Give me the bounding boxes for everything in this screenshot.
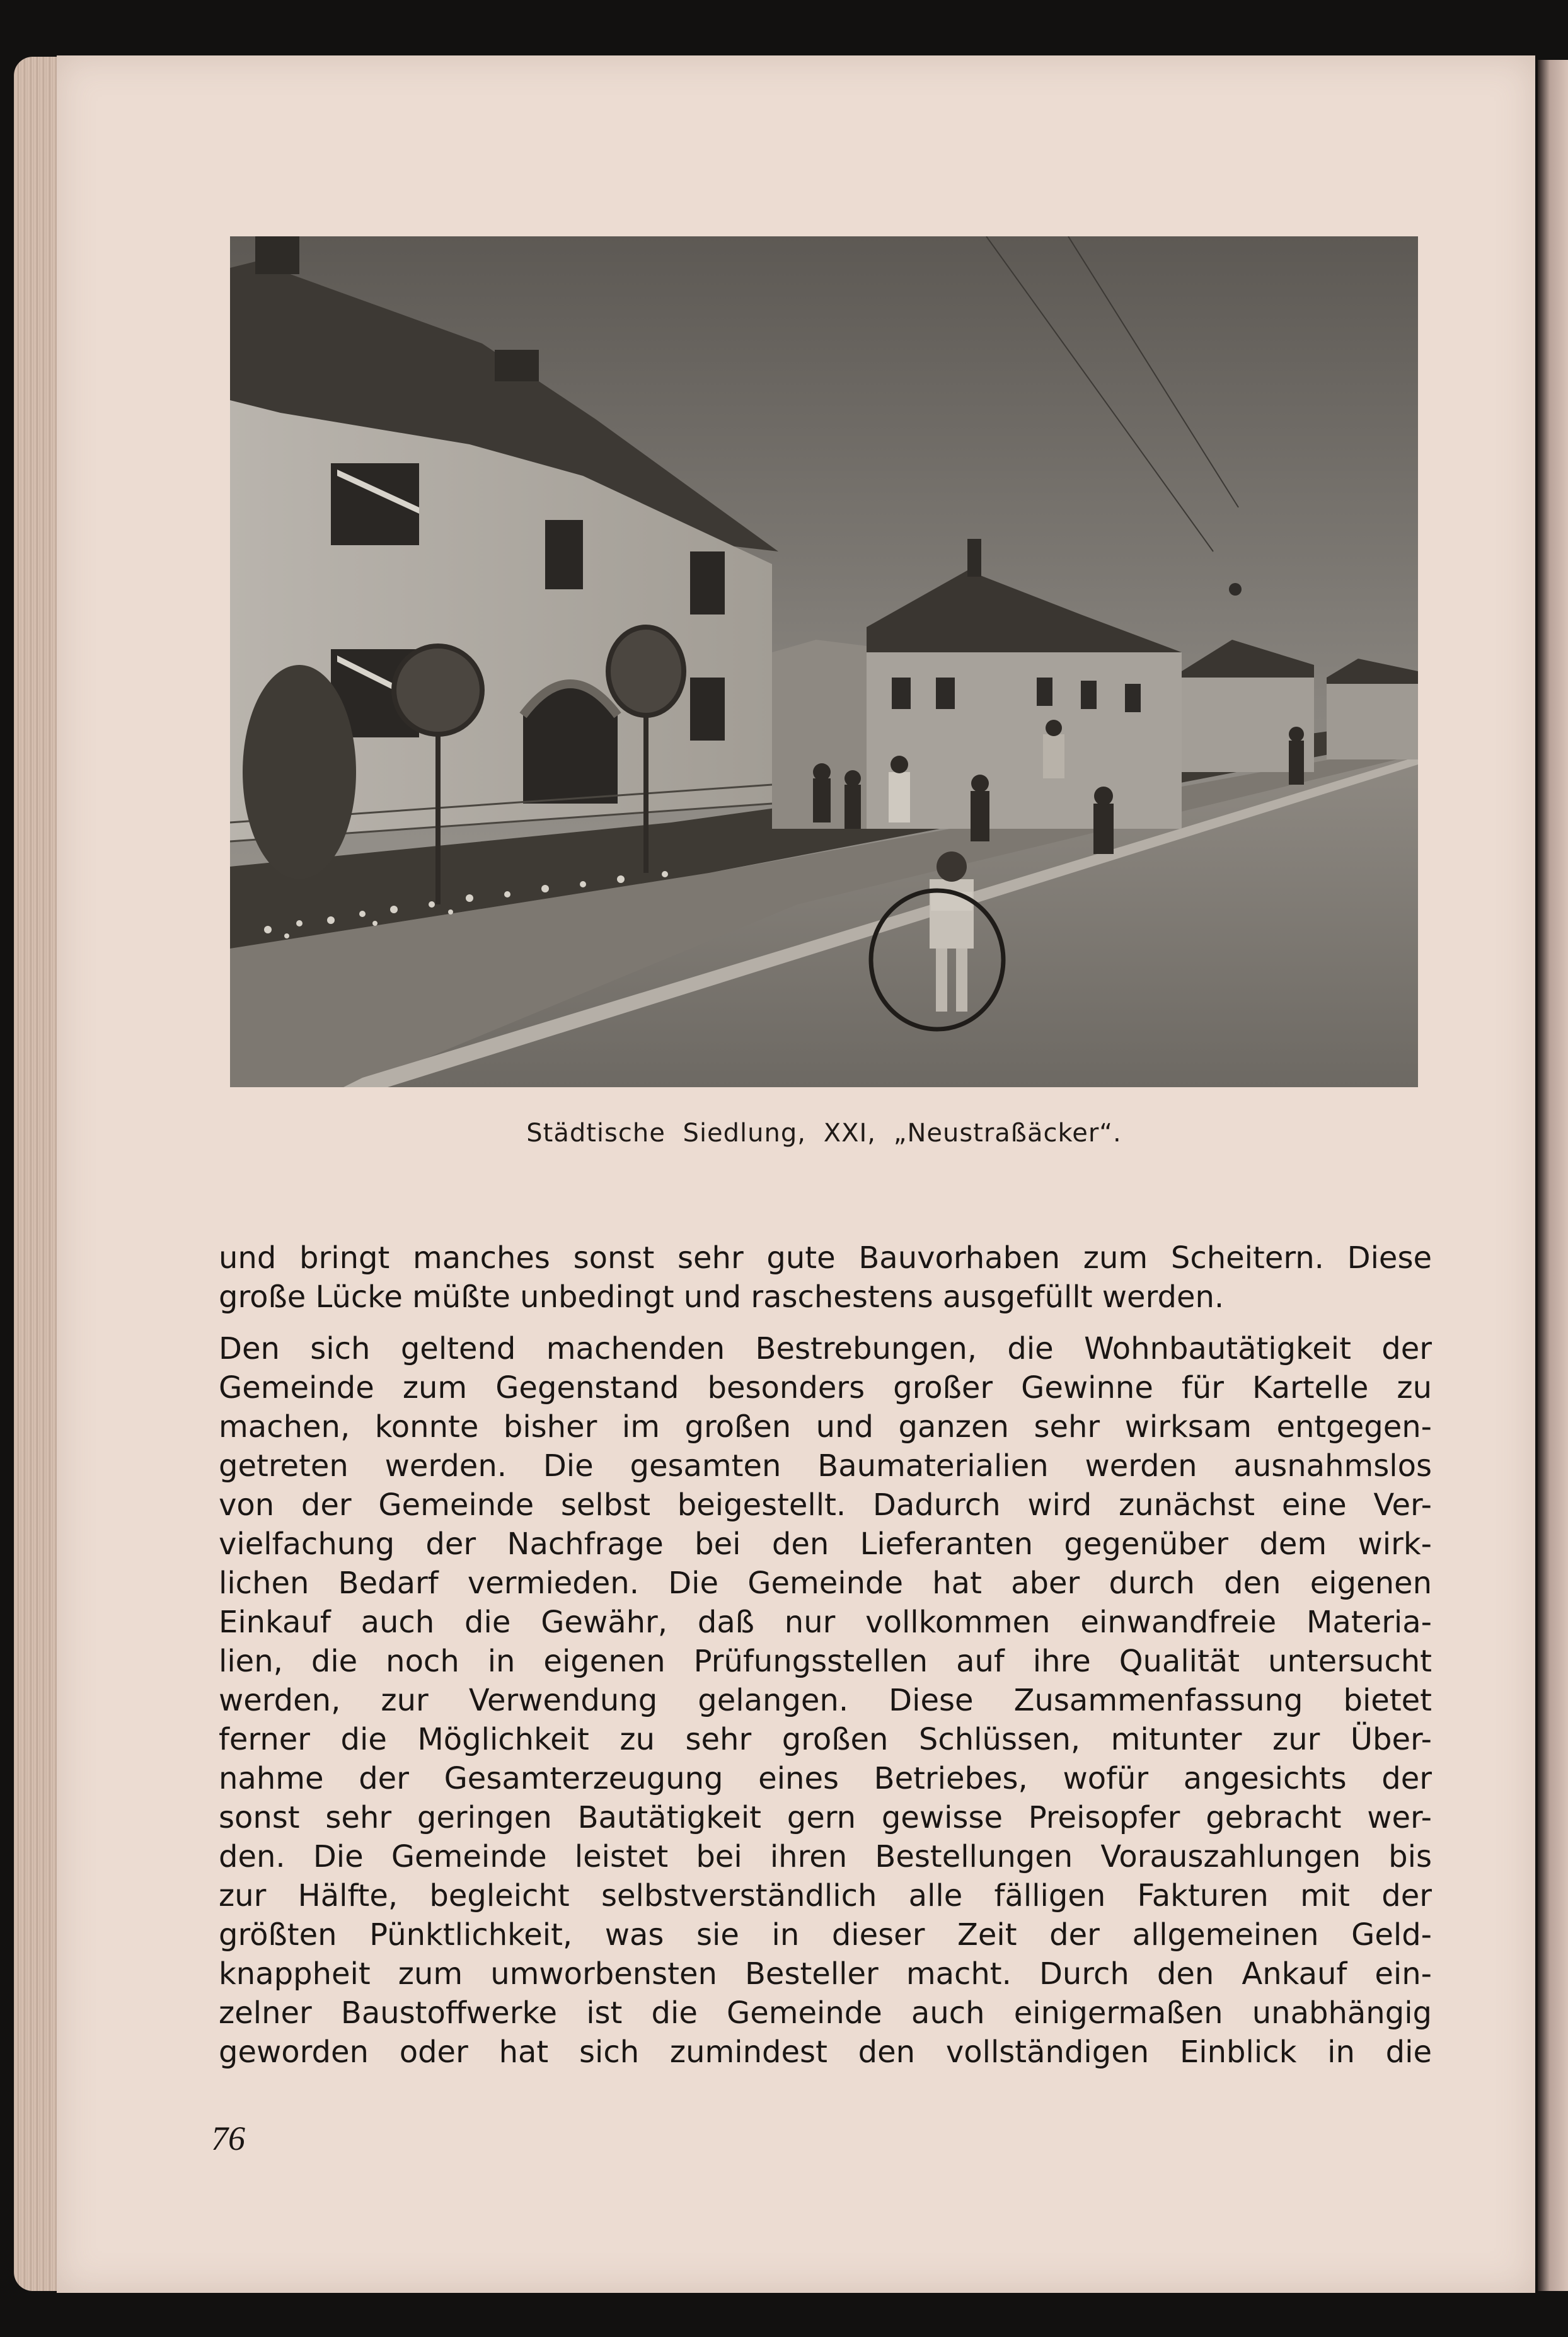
text-line: zur Hälfte, begleicht selbstverständlich alle fälligen Fakturen mit der [219,1878,1432,1913]
paragraph-1 [219,1238,1432,1317]
text-line: geworden oder hat sich zumindest den vollständigen Einblick in die [219,2034,1432,2070]
street-photograph [230,236,1418,1087]
text-line: lichen Bedarf vermieden. Die Gemeinde hat aber durch den eigenen [219,1566,1432,1601]
text-line: werden, zur Verwendung gelangen. Diese Zusammenfassung bietet [219,1683,1432,1718]
text-line: Einkauf auch die Gewähr, daß nur vollkommen einwandfreie Materia- [219,1605,1432,1640]
text-line: größten Pünktlichkeit, was sie in dieser Zeit der allgemeinen Geld- [219,1917,1432,1953]
text-line: und bringt manches sonst sehr gute Bauvorhaben zum Scheitern. Diese [219,1240,1432,1276]
text-line: Gemeinde zum Gegenstand besonders großer Gewinne für Kartelle zu [219,1370,1432,1405]
text-line: getreten werden. Die gesamten Baumaterialien werden ausnahmslos [219,1448,1432,1484]
paragraph-2 [219,1329,1432,2072]
page-number: 76 [211,2120,245,2157]
text-line: Den sich geltend machenden Bestrebungen, die Wohnbautätigkeit der [219,1331,1432,1366]
text-line: den. Die Gemeinde leistet bei ihren Bestellungen Vorauszahlungen bis [219,1839,1432,1874]
text-line: von der Gemeinde selbst beigestellt. Dadurch wird zunächst eine Ver- [219,1487,1432,1523]
text-line: nahme der Gesamterzeugung eines Betriebes, wofür angesichts der [219,1761,1432,1796]
photo-illustration [230,236,1418,1087]
photo-caption: Städtische Siedlung, XXI, „Neustraßäcker“. [526,1119,1122,1148]
text-line: machen, konnte bisher im großen und ganzen sehr wirksam entgegen- [219,1409,1432,1445]
text-line: knappheit zum umworbensten Besteller macht. Durch den Ankauf ein- [219,1956,1432,1992]
adjacent-page-edge [1538,60,1568,2291]
body-text [219,1238,1432,2072]
text-line: zelner Baustoffwerke ist die Gemeinde auch einigermaßen unabhängig [219,1995,1432,2031]
text-line: vielfachung der Nachfrage bei den Lieferanten gegenüber dem wirk- [219,1526,1432,1562]
text-line: große Lücke müßte unbedingt und raschestens ausgefüllt werden. [219,1279,1225,1315]
text-line: lien, die noch in eigenen Prüfungsstellen auf ihre Qualität untersucht [219,1644,1432,1679]
text-line: sonst sehr geringen Bautätigkeit gern gewisse Preisopfer gebracht wer- [219,1800,1432,1835]
text-line: ferner die Möglichkeit zu sehr großen Schlüssen, mitunter zur Über- [219,1722,1432,1757]
